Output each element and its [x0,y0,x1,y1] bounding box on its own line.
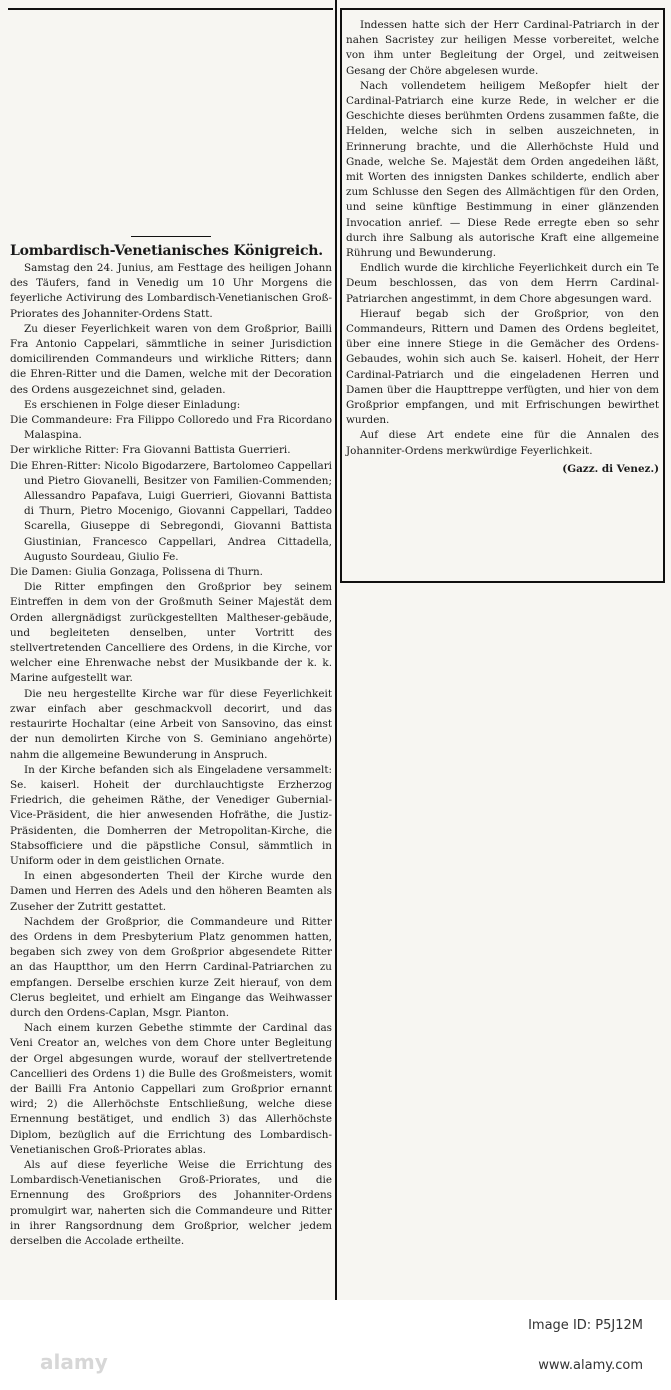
paragraph: In der Kirche befanden sich als Eingeladene versammelt: Se. kaiserl. Hoheit der durchlauchtigste Erzherzog Friedrich, die geheimen Räthe, der Venediger Gubernial-Vice-Präsident, die hier anwesenden Hofräthe, die Justiz-Präsidenten, die Domherren der Metropolitan-Kirche, die Stabsofficiere und die päpstliche Consul, sämmtlich in Uniform oder in dem geistlichen Ornate. [10,763,332,867]
paragraph: Als auf diese feyerliche Weise die Errichtung des Lombardisch-Venetianischen Groß-Priorates, und die Ernennung des Großpriors des Johanniter-Ordens promulgirt war, naherten sich die Commandeure und Ritter in ihrer Rangsordnung dem Großprior, welcher jedem derselben die Accolade ertheilte. [10,1158,332,1247]
section-rule [131,236,211,237]
paragraph: Auf diese Art endete eine für die Annalen des Johanniter-Ordens merkwürdige Feyerlichkeit. [346,429,659,457]
watermark-logo: alamy [40,1350,108,1374]
paragraph: Nach vollendetem heiligem Meßopfer hielt der Cardinal-Patriarch eine kurze Rede, in welcher er die Geschichte dieses berühmten Ordens zusammen faßte, die Helden, welche sich in selben auszeichneten, in Erinnerung brachte, und die Allerhöchste Huld und Gnade, welche Se. Majestät dem Orden angedeihen läßt, mit Worten des innigsten Dankes schilderte, endlich aber zum Schlusse den Segen des Allmächtigen für den Orden, und seine künftige Bestimmung in einer glänzenden Invocation anrief. — Diese Rede erregte eben so sehr durch ihre Salbung als autorische Kraft eine allgemeine Rührung und Bewunderung. [346,79,659,260]
paragraph: Nachdem der Großprior, die Commandeure und Ritter des Ordens in dem Presbyterium Platz genommen hatten, begaben sich zwey von dem Großprior abgesendete Ritter an das Hauptthor, um den Herrn Cardinal-Patriarchen zu empfangen. Derselbe erschien kurze Zeit hierauf, von dem Clerus begleitet, und erhielt am Eingange das Weihwasser durch den Ordens-Caplan, Msgr. Pianton. [10,915,332,1019]
right-column-box [340,8,665,583]
paragraph: Samstag den 24. Junius, am Festtage des heiligen Johann des Täufers, fand in Venedig um 10 Uhr Morgens die feyerliche Activirung des Lombardisch-Venetianischen Groß-Priorates des Johanniter-Ordens Statt. [10,262,332,320]
paragraph: Zu dieser Feyerlichkeit waren von dem Großprior, Bailli Fra Antonio Cappelari, sämmtliche in seiner Jurisdiction domicilirenden Commandeurs und wirkliche Ritters; dann die Ehren-Ritter und die Damen, welche mit der Decoration des Ordens ausgezeichnet sind, geladen. [10,322,332,396]
paragraph: Nach einem kurzen Gebethe stimmte der Cardinal das Veni Creator an, welches von dem Chore unter Begleitung der Orgel abgesungen wurde, worauf der stellvertretende Cancellieri des Ordens 1) die Bulle des Großmeisters, womit der Bailli Fra Antonio Cappellari zum Großprior ernannt wird; 2) die Allerhöchste Entschließung, welche diese Ernennung bestätiget, und endlich 3) das Allerhöchste Diplom, bezüglich auf die Errichtung des Lombardisch-Venetianischen Groß-Priorates ablas. [10,1022,332,1156]
attendee-entry: Die Commandeure: Fra Filippo Colloredo und Fra Ricordano Malaspina. [10,414,332,442]
source-note: (Gazz. di Venez.) [562,462,659,475]
left-column [10,236,332,1249]
attendee-list [10,413,332,580]
paragraph: Die neu hergestellte Kirche war für diese Feyerlichkeit zwar einfach aber geschmackvoll decorirt, und das restaurirte Hochaltar (eine Arbeit von Sansovino, das einst der nun demolirten Kirche von S. Geminiano angehörte) nahm die allgemeine Bewunderung in Anspruch. [10,687,332,761]
stock-footer [0,1300,671,1390]
attendee-entry: Die Damen: Giulia Gonzaga, Polissena di Thurn. [10,566,263,579]
paragraph: Indessen hatte sich der Herr Cardinal-Patriarch in der nahen Sacristey zur heiligen Messe vorbereitet, welche von ihm unter Begleitung der Orgel, und zeitweisen Gesang der Chöre abgelesen wurde. [346,19,659,77]
paragraph: In einen abgesonderten Theil der Kirche wurde den Damen und Herren des Adels und den höheren Beamten als Zuseher der Zutritt gestattet. [10,870,332,913]
article-heading: Lombardisch-Venetianisches Königreich. [10,243,323,259]
column-divider [335,0,337,1300]
attendee-entry: Der wirkliche Ritter: Fra Giovanni Battista Guerrieri. [10,444,291,457]
paragraph: Die Ritter empfingen den Großprior bey seinem Eintreffen in dem von der Großmuth Seiner Majestät dem Orden allergnädigst zurückgestellten Maltheser-gebäude, und begleiteten denselben, unter Vortritt des stellvertretenden Cancelliere des Ordens, in die Kirche, vor welcher eine Ehrenwache nebst der Musikbande der k. k. Marine aufgestellt war. [10,581,332,685]
top-rule [8,8,333,10]
site-url[interactable]: www.alamy.com [538,1358,643,1373]
paragraph: Hierauf begab sich der Großprior, von den Commandeurs, Rittern und Damen des Ordens begleitet, über eine innere Stiege in die Gemächer des Ordens-Gebaudes, wohin sich auch Se. kaiserl. Hoheit, der Herr Cardinal-Patriarch und die eingeladenen Herren und Damen über die Haupttreppe verfügten, und hier von dem Großprior empfangen, und mit Erfrischungen bewirthet wurden. [346,307,659,427]
paragraph: Es erschienen in Folge dieser Einladung: [24,398,241,411]
paragraph: Endlich wurde die kirchliche Feyerlichkeit durch ein Te Deum beschlossen, das von dem Herrn Cardinal-Patriarchen angestimmt, in dem Chore abgesungen ward. [346,262,659,305]
image-id: Image ID: P5J12M [528,1318,643,1333]
attendee-entry: Die Ehren-Ritter: Nicolo Bigodarzere, Bartolomeo Cappellari und Pietro Giovanelli, Besitzer von Familien-Commenden; Allessandro Papafava, Luigi Guerrieri, Giovanni Battista di Thurn, Pietro Mocenigo, Giovanni Cappellari, Taddeo Scarella, Giuseppe di Sebregondi, Giovanni Battista Giustinian, Francesco Cappellari, Andrea Cittadella, Augusto Sourdeau, Giulio Fe. [10,459,332,563]
